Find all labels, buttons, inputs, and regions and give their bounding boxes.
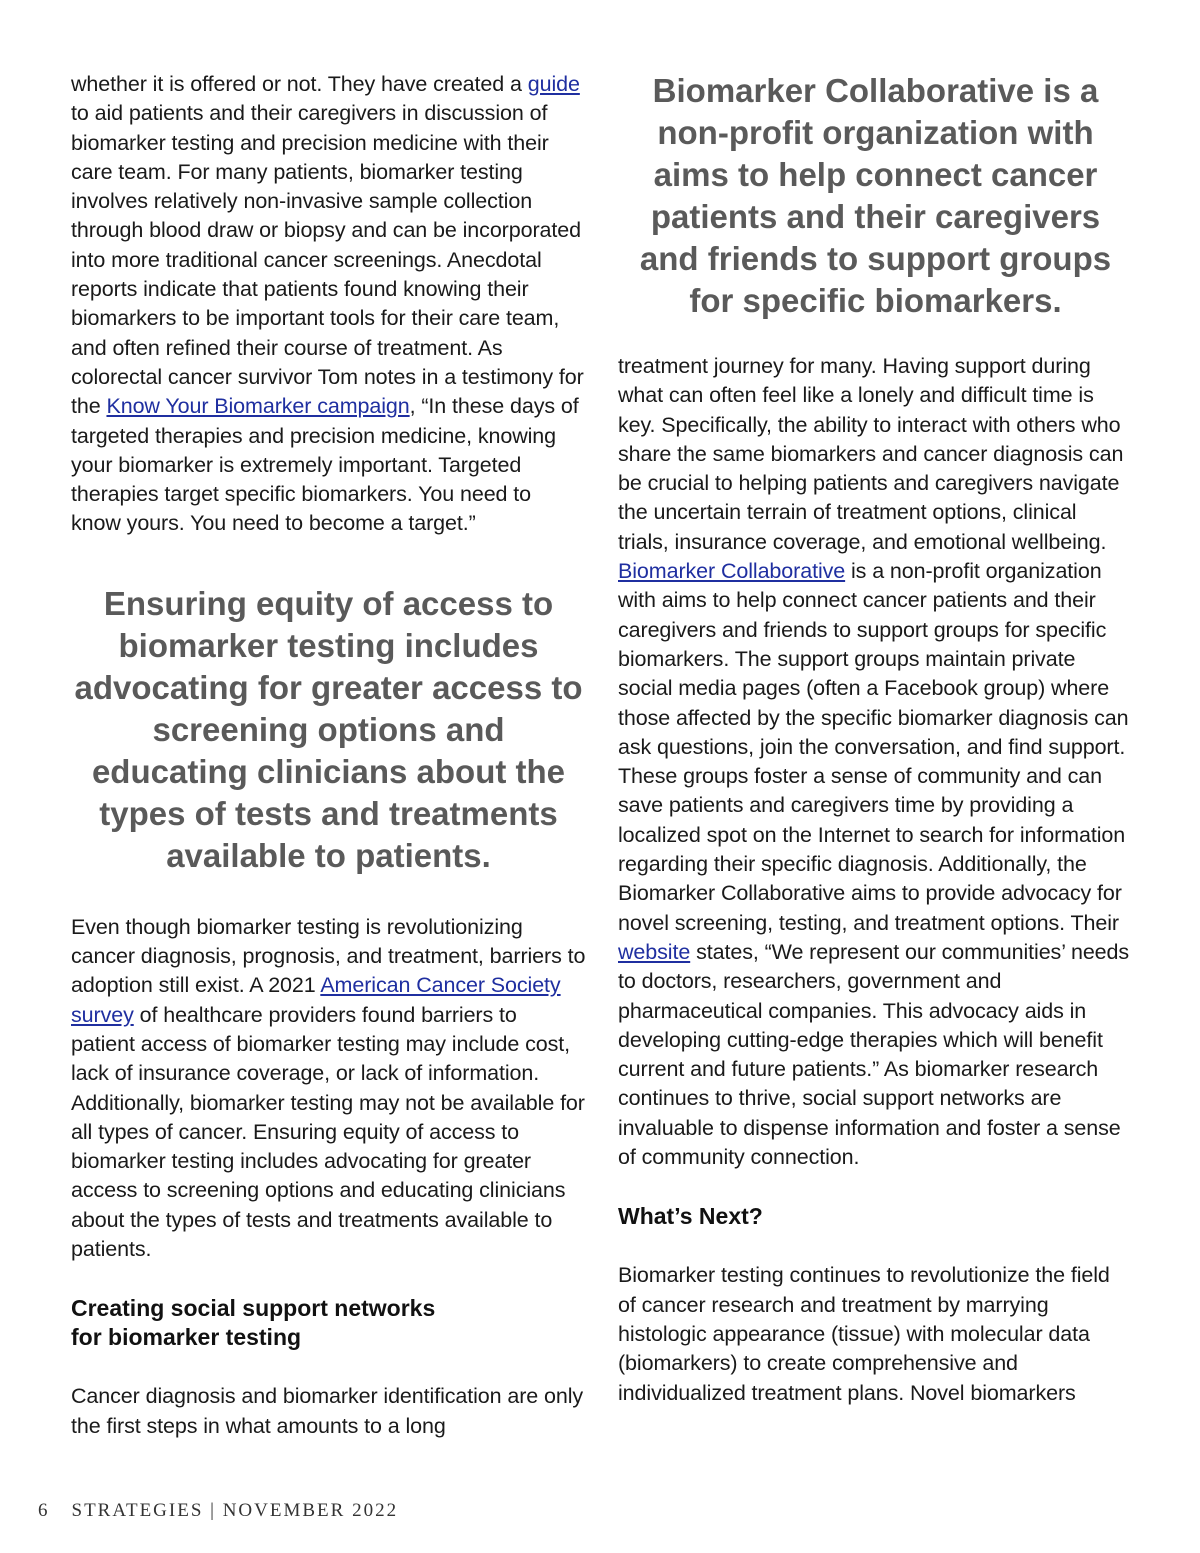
- text-run: Even though biomarker testing is revolutionizing cancer diagnosis, prognosis, and treatment, barriers to adoption still exist. A 2021: [71, 914, 586, 998]
- right-paragraph-2: Biomarker testing continues to revolutionize the field of cancer research and treatment by marrying histologic appearance (tissue) with molecular data (biomarkers) to create comprehensive and individualized treatment plans. Novel biomarkers: [618, 1263, 1110, 1405]
- publication-title: STRATEGIES | NOVEMBER 2022: [71, 1500, 399, 1521]
- left-pull-quote: Ensuring equity of access to biomarker testing includes advocating for greater access to screening options and educating clinicians about the types of tests and treatments available to patients.: [74, 584, 583, 874]
- page-footer: [38, 1500, 398, 1522]
- left-paragraph-2: [71, 913, 586, 1265]
- text-run: states, “We represent our communities’ needs to doctors, researchers, government and pharmaceutical companies. This advocacy aids in developing cutting-edge therapies which will benefit current and future patients.” As biomarker research continues to thrive, social support networks are invaluable to dispense information and foster a sense of community connection.: [618, 939, 1130, 1170]
- text-run: of healthcare providers found barriers to patient access of biomarker testing may include cost, lack of insurance coverage, or lack of information. Additionally, biomarker testing may not be available for all types of cancer. Ensuring equity of access to biomarker testing includes advocating for greater access to screening options and educating clinicians about the types of tests and treatments available to patients.: [71, 1002, 585, 1262]
- right-column: [618, 70, 1133, 1408]
- know-your-biomarker-link[interactable]: Know Your Biomarker campaign: [106, 394, 410, 419]
- section-heading-social-support: [71, 1294, 586, 1352]
- left-column: [71, 70, 586, 1441]
- text-run: is a non-profit organization with aims to help connect cancer patients and their caregivers and friends to support groups for specific biomarkers. The support groups maintain private social media pages (often a Facebook group) where those affected by the specific biomarker diagnosis can ask questions, join the conversation, and find support. These groups foster a sense of community and can save patients and caregivers time by providing a localized spot on the Internet to search for information regarding their specific diagnosis. Additionally, the Biomarker Collaborative aims to provide advocacy for novel screening, testing, and treatment options. Their: [618, 559, 1129, 935]
- text-run: whether it is offered or not. They have created a: [71, 72, 528, 96]
- left-paragraph-1: [71, 70, 586, 539]
- left-paragraph-3: Cancer diagnosis and biomarker identification are only the first steps in what amounts to a long: [71, 1384, 584, 1438]
- text-run: treatment journey for many. Having support during what can often feel like a lonely and difficult time is key. Specifically, the ability to interact with others who share the same biomarkers and cancer diagnosis can be crucial to helping patients and caregivers navigate the uncertain terrain of treatment options, clinical trials, insurance coverage, and emotional wellbeing.: [618, 354, 1124, 554]
- heading-line: for biomarker testing: [71, 1324, 302, 1351]
- guide-link[interactable]: guide: [527, 72, 580, 96]
- right-paragraph-1: [618, 352, 1133, 1172]
- biomarker-collaborative-link[interactable]: Biomarker Collaborative: [618, 559, 846, 584]
- heading-line: Creating social support networks: [71, 1295, 436, 1322]
- text-run: to aid patients and their caregivers in discussion of biomarker testing and precision medicine with their care team. For many patients, biomarker testing involves relatively non-invasive sample collection through blood draw or biopsy and can be incorporated into more traditional cancer screenings. Anecdotal reports indicate that patients found knowing their biomarkers to be important tools for their care team, and often refined their course of treatment. As colorectal cancer survivor Tom notes in a testimony for the: [71, 101, 584, 419]
- right-pull-quote: Biomarker Collaborative is a non-profit organization with aims to help connect cancer patients and their caregivers and friends to support groups for specific biomarkers.: [639, 72, 1112, 319]
- section-heading-whats-next: What’s Next?: [618, 1203, 763, 1230]
- acs-survey-link[interactable]: American Cancer Society survey: [71, 973, 561, 1027]
- website-link[interactable]: website: [618, 939, 691, 964]
- text-run: , “In these days of targeted therapies and precision medicine, knowing your biomarker is extremely important. Targeted therapies target specific biomarkers. You need to know yours. You need to become a target.”: [71, 394, 579, 536]
- page-number: 6: [38, 1500, 50, 1521]
